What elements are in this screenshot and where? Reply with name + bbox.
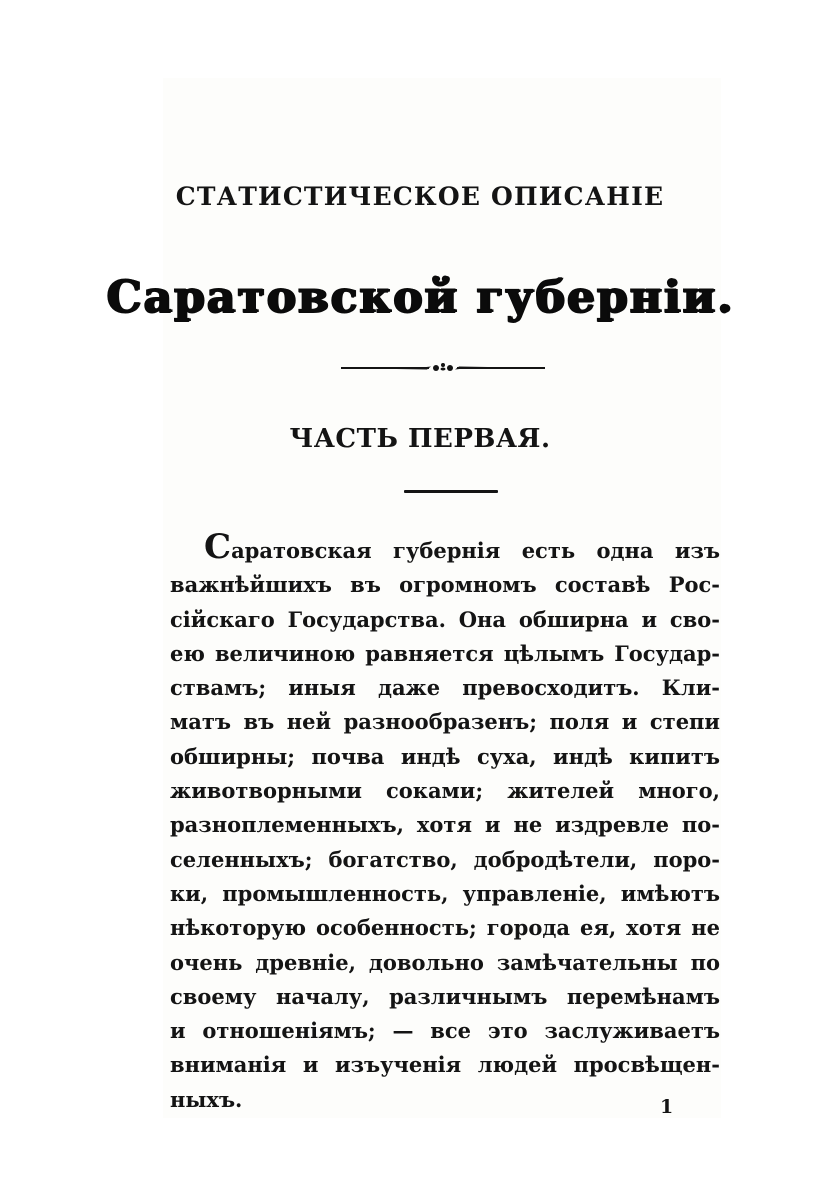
body-line: ки, промышленность, управленіе, имѣютъ: [170, 880, 720, 906]
body-line: сійскаго Государства. Она обширна и сво-: [170, 606, 720, 632]
part-heading: ЧАСТЬ ПЕРВАЯ.: [289, 424, 551, 454]
body-line: обширны; почва индѣ суха, индѣ кипитъ: [170, 743, 720, 769]
body-line: и отношеніямъ; — все это заслуживаетъ: [170, 1018, 720, 1044]
title-saratov-province: Саратовской губерніи.: [106, 272, 734, 323]
body-line: очень древніе, довольно замѣчательны по: [170, 949, 720, 975]
body-line: вниманія и изъученія людей просвѣщен-: [170, 1052, 720, 1078]
body-line: матъ въ ней разнообразенъ; поля и степи: [170, 709, 720, 735]
body-paragraph: [170, 527, 720, 1117]
body-line: ствамъ; иныя даже превосходитъ. Кли-: [170, 675, 720, 701]
body-line: ныхъ.: [170, 1086, 243, 1112]
ornamental-divider: [339, 358, 547, 376]
body-line: разноплеменныхъ, хотя и не издревле по-: [170, 812, 720, 838]
body-line: животворными соками; жителей много,: [170, 778, 720, 804]
body-line: нѣкоторую особенность; города ея, хотя не: [170, 915, 720, 941]
body-line: важнѣйшихъ въ огромномъ составѣ Рос-: [170, 572, 720, 598]
drop-cap: С: [204, 527, 232, 567]
short-rule-divider: [404, 490, 498, 493]
body-line: ею величиною равняется цѣлымъ Государ-: [170, 640, 720, 666]
title-statistical-description: СТАТИСТИЧЕСКОЕ ОПИСАНІЕ: [175, 182, 665, 211]
body-line: своему началу, различнымъ перемѣнамъ: [170, 983, 720, 1009]
page-number: 1: [660, 1096, 674, 1118]
body-line: селенныхъ; богатство, добродѣтели, поро-: [170, 846, 720, 872]
body-line: Саратовская губернія есть одна изъ: [204, 527, 720, 567]
